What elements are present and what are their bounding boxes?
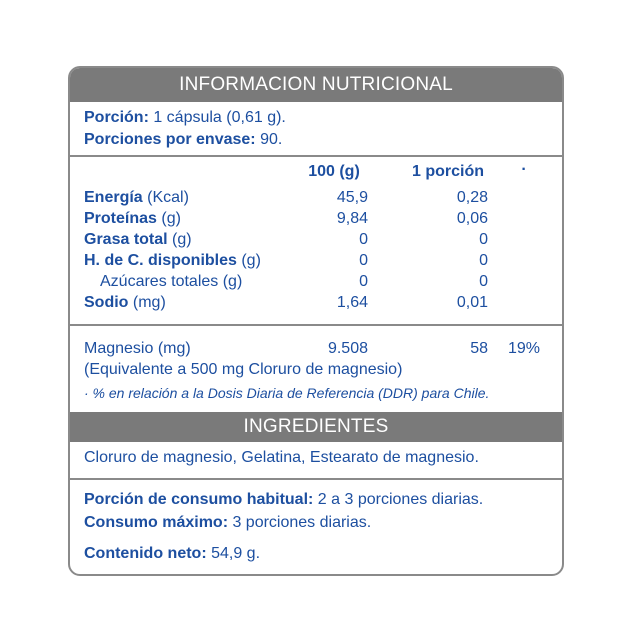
portion-line (84, 108, 286, 128)
net-content-value: 54,9 g. (206, 545, 261, 562)
divider (70, 155, 562, 157)
nutrient-unit: (Kcal) (142, 189, 189, 206)
nutrient-per-portion: 0 (479, 231, 488, 248)
nutrient-per-portion: 0,28 (456, 189, 488, 206)
habitual-portion-label: Porción de consumo habitual: (84, 491, 314, 508)
nutrient-label: Grasa total (84, 231, 168, 248)
nutrient-per-portion: 0 (479, 273, 488, 290)
magnesium-equivalent: (Equivalente a 500 mg Cloruro de magnesio) (84, 361, 403, 378)
nutrient-per100: 45,9 (336, 189, 368, 206)
nutrient-unit: Azúcares totales (g) (100, 273, 243, 290)
col-header-portion: 1 porción (411, 163, 484, 180)
portion-label: Porción: (84, 109, 149, 126)
nutrient-per100: 0 (359, 231, 368, 248)
nutrient-label: Energía (84, 189, 143, 206)
nutrient-label: Proteínas (84, 210, 157, 227)
nutrient-per100: 0 (359, 252, 368, 269)
col-header-100g: 100 (g) (308, 163, 360, 180)
magnesium-per-portion: 58 (470, 340, 488, 357)
nutrient-unit: (g) (167, 231, 192, 248)
habitual-portion-line (84, 490, 483, 510)
net-content-label: Contenido neto: (84, 545, 207, 562)
max-consumption-line (84, 513, 371, 533)
portion-value: 1 cápsula (0,61 g). (148, 109, 286, 126)
magnesium-per100: 9.508 (327, 340, 368, 357)
nutrition-label (68, 66, 564, 576)
ingredients-text: Cloruro de magnesio, Gelatina, Estearato de magnesio. (84, 449, 479, 466)
divider (70, 478, 562, 480)
nutrition-header: INFORMACION NUTRICIONAL (70, 68, 562, 102)
habitual-portion-value: 2 a 3 porciones diarias. (313, 491, 484, 508)
nutrient-label: Sodio (84, 294, 129, 311)
nutrient-unit: (mg) (128, 294, 166, 311)
magnesium-ddr: 19% (507, 340, 540, 357)
nutrient-per-portion: 0,06 (456, 210, 488, 227)
nutrient-unit: (g) (236, 252, 261, 269)
servings-line (84, 130, 282, 150)
nutrient-label: H. de C. disponibles (84, 252, 237, 269)
max-consumption-label: Consumo máximo: (84, 514, 229, 531)
net-content-line (84, 544, 260, 564)
ingredients-header: INGREDIENTES (70, 412, 562, 442)
ddr-footnote: · % en relación a la Dosis Diaria de Referencia (DDR) para Chile. (84, 385, 490, 401)
nutrient-per100: 1,64 (336, 294, 368, 311)
max-consumption-value: 3 porciones diarias. (228, 514, 372, 531)
servings-label: Porciones por envase: (84, 131, 256, 148)
nutrient-unit: (g) (156, 210, 181, 227)
nutrient-per-portion: 0 (479, 252, 488, 269)
col-header-ddr-mark: · (521, 161, 527, 178)
nutrient-per-portion: 0,01 (456, 294, 488, 311)
divider (70, 324, 562, 326)
magnesium-label: Magnesio (mg) (84, 340, 191, 357)
nutrient-per100: 0 (359, 273, 368, 290)
nutrient-per100: 9,84 (336, 210, 368, 227)
servings-value: 90. (255, 131, 283, 148)
